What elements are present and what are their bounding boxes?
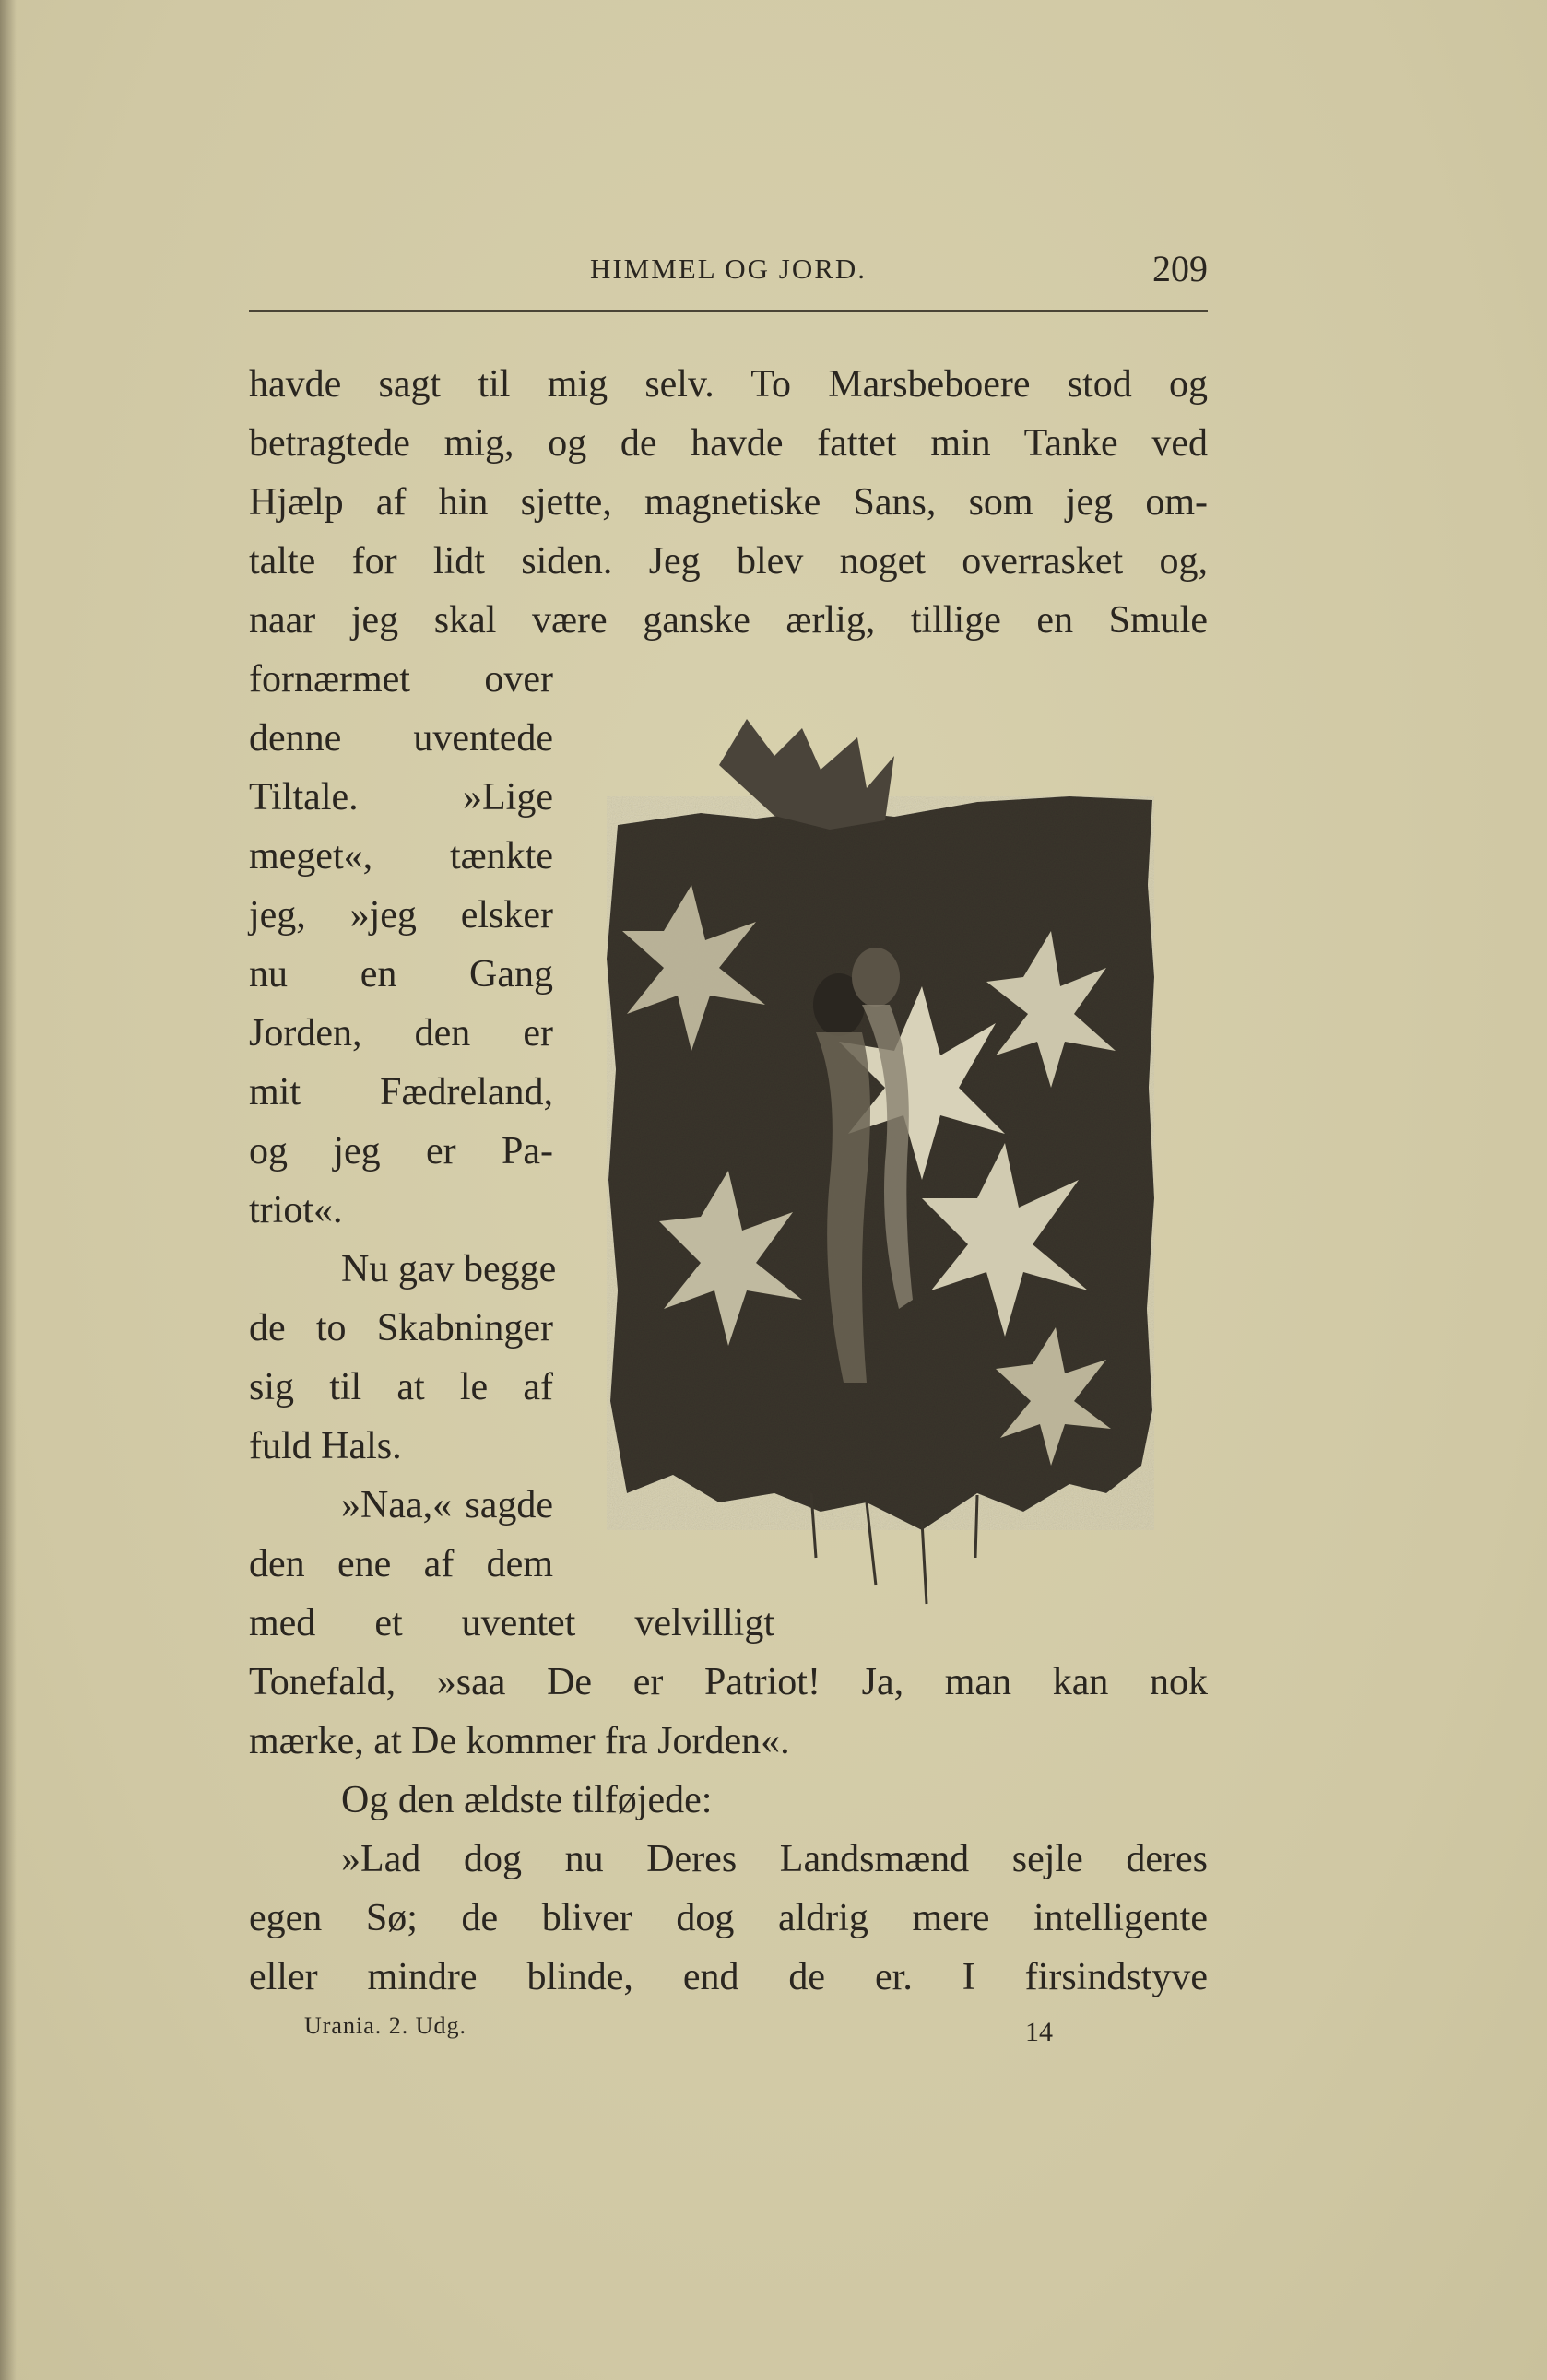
text-line: og jeg er Pa- [249,1130,553,1172]
text-line: Og den ældste tilføjede: [341,1779,713,1821]
text-line: mit Fædreland, [249,1071,553,1113]
text-line: den ene af dem [249,1543,553,1585]
text-line: jeg, »jeg elsker [249,894,553,937]
spine-shadow [0,0,17,2380]
text-line: »Naa,« sagde [341,1484,553,1526]
text-line: Jorden, den er [249,1012,553,1055]
text-line: talte for lidt siden. Jeg blev noget overrasket og, [249,540,1208,583]
text-line: Nu gav begge [341,1248,557,1290]
text-line: triot«. [249,1189,343,1231]
text-line: Hjælp af hin sjette, magnetiske Sans, som jeg om- [249,481,1208,524]
text-line: egen Sø; de bliver dog aldrig mere intelligente [249,1897,1208,1939]
engraving-illustration [590,701,1208,1613]
figure-head [852,948,900,1007]
text-line: mærke, at De kommer fra Jorden«. [249,1720,790,1762]
text-line: Tonefald, »saa De er Patriot! Ja, man kan nok [249,1661,1208,1703]
signature-mark: Urania. 2. Udg. [304,2012,467,2039]
text-line: »Lad dog nu Deres Landsmænd sejle deres [341,1838,1208,1880]
text-line: fuld Hals. [249,1425,402,1467]
header-rule [249,310,1208,312]
text-line: Tiltale. »Lige [249,776,553,819]
page-header [249,247,1208,293]
text-line: de to Skabninger [249,1307,553,1349]
running-title: HIMMEL OG JORD. [589,253,868,285]
text-line: med et uventet velvilligt [249,1602,774,1644]
top-leaf-sprig [719,719,894,830]
text-line: fornærmet over [249,658,553,701]
text-line: meget«, tænkte [249,835,553,878]
text-line: naar jeg skal være ganske ærlig, tillige en Smule [249,599,1208,642]
text-line: sig til at le af [249,1366,553,1408]
text-line: eller mindre blinde, end de er. I firsindstyve [249,1956,1208,1998]
page-number: 209 [1152,248,1208,289]
text-line: nu en Gang [249,953,553,996]
sheet-number: 14 [1025,2017,1053,2047]
text-line: havde sagt til mig selv. To Marsbeboere stod og [249,363,1208,406]
text-line: betragtede mig, og de havde fattet min Tanke ved [249,422,1208,465]
text-line: denne uventede [249,717,553,760]
